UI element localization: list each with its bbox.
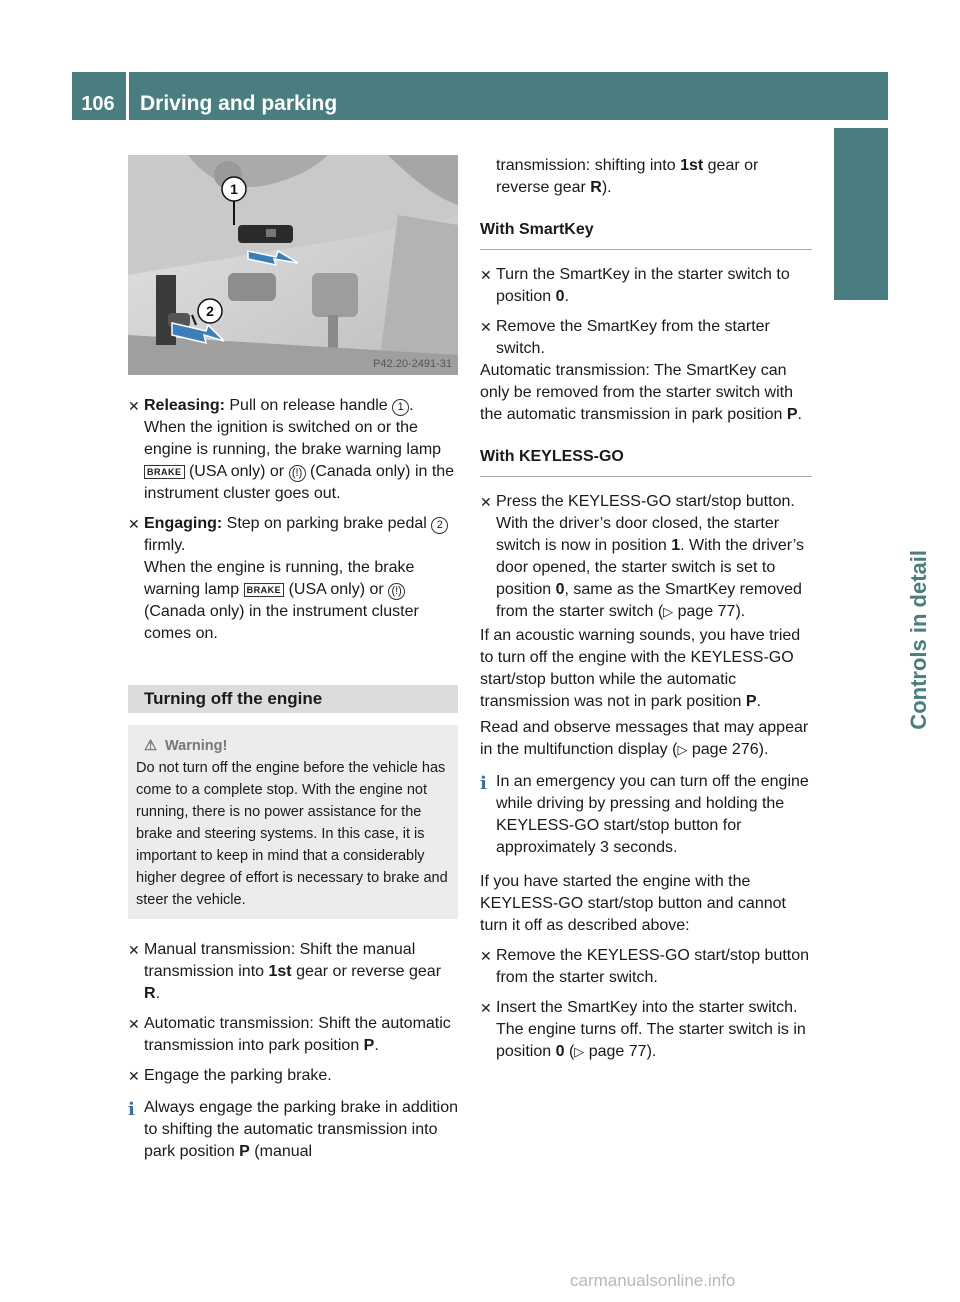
- page-ref-arrow-icon: ▷: [677, 742, 688, 757]
- manual-transmission-step: [128, 939, 458, 1005]
- gear-r: R: [144, 985, 156, 1002]
- step-text: Turn the SmartKey in the starter switch to position: [496, 266, 790, 305]
- parking-brake-illustration: [128, 155, 458, 375]
- step-arrow-icon: ✕: [128, 398, 140, 414]
- warning-title: Warning!: [165, 738, 228, 754]
- page-ref-link[interactable]: page 77).: [673, 603, 746, 620]
- para-text: If an acoustic warning sounds, you have tried to turn off the engine with the KEYLESS-GO start/stop button while the automatic transmission was not in park position: [480, 627, 801, 710]
- smartkey-heading: With SmartKey: [480, 219, 812, 250]
- engaging-detail: When the engine is running, the brake warning lamp: [144, 559, 415, 598]
- info-continuation: [480, 155, 812, 199]
- step-arrow-icon: ✕: [128, 516, 140, 532]
- step-arrow-icon: ✕: [128, 942, 140, 958]
- step-text: .: [155, 985, 161, 1002]
- step-text: .: [564, 288, 569, 305]
- left-column: [128, 155, 458, 1163]
- keyless-go-step-3: [480, 997, 812, 1063]
- step-text: gear or reverse gear: [291, 963, 442, 980]
- para-text: transmission: shifting into: [496, 157, 681, 174]
- emergency-info-note: [480, 771, 812, 859]
- para-text: Read and observe messages that may appear in the multifunction display (: [480, 719, 809, 758]
- warning-icon: ⚠: [144, 738, 157, 754]
- warning-heading: [136, 735, 450, 757]
- brake-lamp-icon: BRAKE: [144, 465, 185, 479]
- para-text: .: [756, 693, 762, 710]
- page-header: [72, 72, 888, 120]
- position-0: 0: [555, 1043, 565, 1060]
- page-ref-link[interactable]: page 77).: [584, 1043, 657, 1060]
- step-text: Manual transmission: Shift the manual transmission into: [144, 941, 416, 980]
- step-text: Press the KEYLESS-GO start/stop button. With the driver’s door closed, the starter switch is now in position: [496, 493, 795, 554]
- position-0: 0: [555, 288, 565, 305]
- gear-r: R: [590, 179, 602, 196]
- releasing-detail: When the ignition is switched on or the engine is running, the brake warning lamp: [144, 419, 442, 458]
- pedal-number-badge: 2: [431, 517, 448, 534]
- keyless-go-step-2: [480, 945, 812, 989]
- step-text: Insert the SmartKey into the starter switch. The engine turns off. The starter switch is in position: [496, 999, 806, 1060]
- para-text: Automatic transmission: The SmartKey can only be removed from the starter switch with the automatic transmission in park position: [480, 362, 794, 423]
- step-text: Remove the KEYLESS-GO start/stop button from the starter switch.: [496, 947, 810, 986]
- step-text: Remove the SmartKey from the starter switch.: [496, 318, 770, 357]
- right-column: [480, 155, 812, 1063]
- step-arrow-icon: ✕: [480, 494, 492, 510]
- info-icon: i: [480, 773, 487, 794]
- watermark: carmanualsonline.info: [570, 1271, 736, 1290]
- warning-box: [128, 725, 458, 919]
- engaging-detail-2: (USA only) or: [284, 581, 389, 598]
- step-arrow-icon: ✕: [480, 267, 492, 283]
- canada-brake-lamp-icon: (!): [289, 465, 306, 482]
- info-note: [128, 1097, 458, 1163]
- page-number: 106: [81, 93, 115, 115]
- header-divider: [126, 72, 129, 120]
- step-text: .: [374, 1037, 379, 1054]
- releasing-text-end: .: [409, 397, 414, 414]
- engaging-text-end: firmly.: [144, 537, 186, 554]
- para-text: .: [797, 406, 802, 423]
- handle-number-badge: 1: [392, 399, 409, 416]
- info-text: (manual: [249, 1143, 313, 1160]
- brake-lamp-icon: BRAKE: [244, 583, 285, 597]
- step-arrow-icon: ✕: [480, 948, 492, 964]
- step-arrow-icon: ✕: [128, 1068, 140, 1084]
- releasing-text: Pull on release handle: [224, 397, 393, 414]
- para-text: ).: [601, 179, 612, 196]
- step-text: Automatic transmission: Shift the automatic transmission into park position: [144, 1015, 451, 1054]
- keyless-go-step-1: [480, 491, 812, 623]
- side-tab-block: [834, 128, 888, 300]
- releasing-step: [128, 395, 458, 505]
- parking-brake-photo: [128, 155, 458, 375]
- page-ref-arrow-icon: ▷: [574, 1044, 585, 1059]
- engaging-label: Engaging:: [144, 515, 223, 532]
- canada-brake-lamp-icon: (!): [388, 583, 405, 600]
- smartkey-step-1: [480, 264, 812, 308]
- engage-parking-brake-step: [128, 1065, 458, 1087]
- gear-p: P: [239, 1143, 250, 1160]
- para-text: gear or reverse gear: [496, 157, 759, 196]
- gear-p: P: [745, 693, 757, 710]
- page-title: Driving and parking: [140, 92, 338, 115]
- step-arrow-icon: ✕: [480, 319, 492, 335]
- step-arrow-icon: ✕: [128, 1016, 140, 1032]
- messages-paragraph: [480, 717, 812, 761]
- page-ref-arrow-icon: ▷: [663, 604, 674, 619]
- callout-2-label: 2: [206, 303, 214, 319]
- info-icon: i: [128, 1099, 135, 1120]
- engaging-step: [128, 513, 458, 645]
- callout-1-label: 1: [230, 181, 238, 197]
- info-text: Always engage the parking brake in addition to shifting the automatic transmission into park position: [144, 1099, 458, 1160]
- photo-code: P42.20-2491-31: [373, 358, 452, 370]
- step-text: (: [564, 1043, 575, 1060]
- engaging-text: Step on parking brake pedal: [222, 515, 432, 532]
- page-ref-link[interactable]: page 276).: [687, 741, 769, 758]
- gear-p: P: [363, 1037, 375, 1054]
- side-tab-label: Controls in detail: [906, 550, 931, 730]
- releasing-detail-3: (Canada only) in the instrument cluster goes out.: [144, 463, 455, 502]
- gear-1st: 1st: [268, 963, 292, 980]
- started-engine-paragraph: If you have started the engine with the KEYLESS-GO start/stop button and cannot turn it off as described above:: [480, 873, 786, 934]
- warning-text: Do not turn off the engine before the vehicle has come to a complete stop. With the engine not running, there is no power assistance for the brake and steering systems. In this case, it is important to keep in mind that a considerably higher degree of effort is necessary to brake and steer the vehicle.: [136, 760, 448, 908]
- automatic-transmission-step: [128, 1013, 458, 1057]
- position-1: 1: [671, 537, 681, 554]
- step-text: Engage the parking brake.: [144, 1067, 332, 1084]
- releasing-label: Releasing:: [144, 397, 225, 414]
- gear-1st: 1st: [680, 157, 704, 174]
- engaging-detail-3: (Canada only) in the instrument cluster comes on.: [144, 603, 419, 642]
- keyless-go-heading: With KEYLESS-GO: [480, 446, 812, 477]
- smartkey-step-2: [480, 316, 812, 360]
- gear-p: P: [786, 406, 798, 423]
- step-text: . With the driver’s door opened, the starter switch is set to position: [496, 537, 804, 598]
- info-text: In an emergency you can turn off the engine while driving by pressing and holding the KEYLESS-GO start/stop button for approximately 3 seconds.: [496, 773, 809, 856]
- smartkey-paragraph: [480, 360, 812, 426]
- acoustic-warning-paragraph: [480, 625, 812, 713]
- position-0: 0: [555, 581, 565, 598]
- section-heading: Turning off the engine: [128, 685, 458, 713]
- releasing-detail-2: (USA only) or: [184, 463, 289, 480]
- step-text: , same as the SmartKey removed from the starter switch (: [496, 581, 802, 620]
- step-arrow-icon: ✕: [480, 1000, 492, 1016]
